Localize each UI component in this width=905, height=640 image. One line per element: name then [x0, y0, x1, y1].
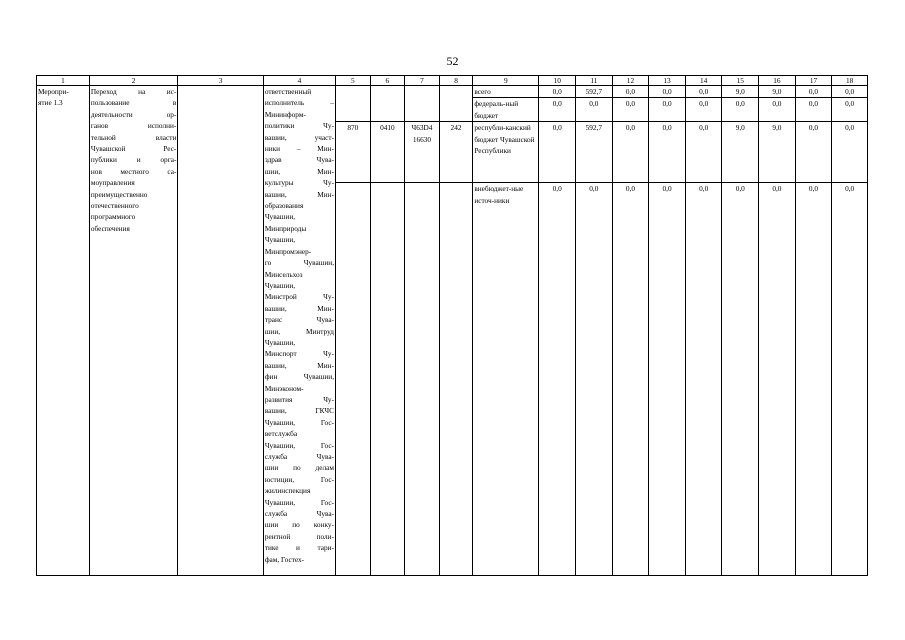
column-number-header: 3 — [178, 76, 263, 86]
empty-cell — [178, 86, 263, 576]
column-number-header: 7 — [405, 76, 440, 86]
column-number-header: 9 — [473, 76, 539, 86]
source-extrabudgetary: внебюджет-ные источ-ники — [473, 183, 539, 576]
column-number-header: 10 — [539, 76, 576, 86]
column-number-header: 8 — [439, 76, 473, 86]
column-number-header: 5 — [336, 76, 371, 86]
measure-description: Переход на ис- пользование в деятельности ор- ганов исполни- тельной власти Чувашской Рес- публики и орга- нов местного са- моуправления преимущественно отечественного программного обеспечения — [89, 86, 177, 576]
source-federal: федераль-ный бюджет — [473, 98, 539, 122]
column-number-header: 11 — [576, 76, 613, 86]
column-number-header: 13 — [649, 76, 686, 86]
column-number-header: 12 — [612, 76, 649, 86]
code-vr: 242 — [439, 122, 473, 183]
column-number-header: 2 — [89, 76, 177, 86]
code-csr: Ч63D4 16630 — [405, 122, 440, 183]
column-number-header: 15 — [722, 76, 759, 86]
column-number-header: 18 — [832, 76, 868, 86]
column-number-header: 17 — [795, 76, 832, 86]
column-number-header: 6 — [370, 76, 405, 86]
column-number-row — [37, 76, 868, 86]
source-total: всего — [473, 86, 539, 98]
table-bottom-rule — [36, 575, 868, 576]
source-republic: республи-канский бюджет Чувашской Республики — [473, 122, 539, 183]
code-grbs: 870 — [336, 122, 371, 183]
executor-list: ответственный исполнитель – Мининформ- политики Чу- вашии, участ- ники – Мин- здрав Чува- шии, Мин- культуры Чу- вашии, Мин- образования Чувашии, Минприроды Чувашии, Минпромэнер- го Чувашии, Минсельхоз Чувашии, Минстрой Чу- вашии, Мин- транс Чува- шии, Минтруд Чувашии, Минспорт Чу- вашии, Мин- фин Чувашии, Минэконом- развития Чу- вашии, ГКЧС Чувашии, Гос- ветслужба Чувашии, Гос- служба Чува- шии по делам юстиции, Гос- жилинспекция Чувашии, Гос- служба Чува- шии по конку- рентной поли- тике и тари- фам, Гостех- — [263, 86, 335, 576]
column-number-header: 1 — [37, 76, 90, 86]
column-number-header: 16 — [759, 76, 796, 86]
column-number-header: 4 — [263, 76, 335, 86]
code-rzpr: 0410 — [370, 122, 405, 183]
column-number-header: 14 — [685, 76, 722, 86]
measure-label: Меропри- ятие 1.3 — [37, 86, 90, 576]
page-number: 52 — [446, 54, 459, 68]
funding-table: 1 2 3 4 5 6 7 8 9 10 11 12 13 14 15 16 17 18 Меропри- ятие 1.3 Переход на ис- пользование в деятельности ор- ганов исполни- тельной власти Чувашской Рес- публики и орга- нов местного са- моуправления преимущественно отечественного программного обеспечения ответственный исполнитель – Мининформ- политики Чу- вашии, участ- ники – Мин- здрав Чува- шии, Мин- культуры Чу- вашии, Мин- образования Чувашии, Минприроды Чувашии, Минпромэнер- го Чувашии, Минсельхоз Чувашии, Минстрой Чу- вашии, Мин- транс Чува- шии, Минтруд Чувашии, Минспорт Чу- вашии, Мин- фин Чувашии, Минэконом- развития Чу- вашии, ГКЧС Чувашии, Гос- ветслужба Чувашии, Гос- служба Чува- шии по делам юстиции, Гос- жилинспекция Чувашии, Гос- служба Чува- шии по конку- рентной поли- тике и тари- фам, Гостех- всего 0,0 592,7 0,0 0,0 0,0 9,0 9,0 0,0 0,0 федераль-ный бюджет 0,0 0,0 0,0 0,0 0,0 0,0 0,0 0,0 0,0 870 0410 Ч63D4 16630 242 республи-канский бюджет Чувашской Республики 0,0 592,7 0,0 0,0 0,0 9,0 9,0 0,0 0,0 внебюджет-ные источ-ники 0,0 0,0 0,0 0,0 0,0 0,0 0,0 0,0 0,0 — [36, 75, 868, 576]
